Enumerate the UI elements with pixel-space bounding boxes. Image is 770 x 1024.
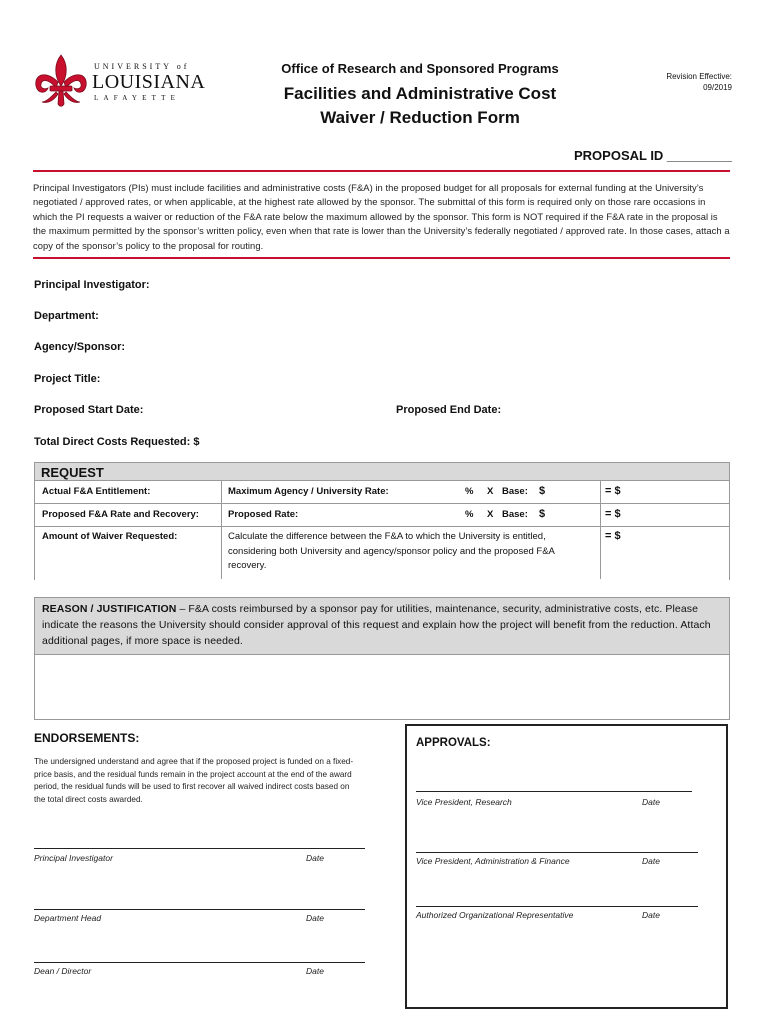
endorsements-text: The undersigned understand and agree that if the proposed project is funded on a fixed-price basis, and the residual funds remain in the project account at the end of the award period, the residual funds will be used to first recover all waived indirect costs based on the total direct costs awarded. — [34, 757, 354, 805]
row-middle: Calculate the difference between the F&A to which the University is entitled, considering both University and agency/sponsor policy and the proposed F&A recovery. — [228, 531, 555, 571]
endorsements-heading: ENDORSEMENTS: — [34, 731, 140, 745]
reason-header — [34, 597, 730, 655]
proposal-id-field[interactable]: PROPOSAL ID _________ — [573, 148, 732, 163]
end-date-field[interactable]: Proposed End Date: — [396, 404, 502, 416]
logo-campus-text: LAFAYETTE — [94, 94, 181, 102]
intro-paragraph: Principal Investigators (PIs) must include facilities and administrative costs (F&A) in the proposed budget for all proposals for external funding at the University’s negotiated / approved rates, or when applicable, at the highest rate allowed by the sponsor. The submittal of this form is required only on those rare occasions in which the PI requests a waiver or reduction of the F&A rate below the maximum allowed by the sponsor. This form is NOT required if the F&A rate in the proposal is the maximum permitted by the sponsor’s written policy, even when that rate is lower than the University’s federally negotiated / approved rate. In those cases, attach a copy of the sponsor’s policy to the proposal for routing. — [33, 182, 730, 251]
row-middle[interactable]: Proposed Rate: — [228, 509, 299, 520]
date-label: Date — [642, 856, 660, 866]
row-label: Amount of Waiver Requested: — [42, 531, 178, 542]
signature-line[interactable] — [416, 906, 698, 907]
dollar-sign: $ — [539, 508, 546, 520]
page-title — [240, 82, 600, 130]
department-field[interactable]: Department: — [34, 310, 99, 322]
title-line-2: Waiver / Reduction Form — [320, 108, 520, 127]
row-label: Actual F&A Entitlement: — [42, 486, 151, 497]
signer-label: Department Head — [34, 913, 102, 923]
result-field[interactable]: = $ — [605, 530, 621, 542]
signature-line[interactable] — [34, 909, 365, 910]
date-label: Date — [642, 797, 660, 807]
approvals-heading: APPROVALS: — [416, 737, 491, 749]
logo-louisiana-text: LOUISIANA — [92, 71, 206, 93]
date-label: Date — [306, 913, 324, 923]
dollar-sign: $ — [539, 485, 546, 497]
divider-top — [33, 170, 730, 172]
request-heading: REQUEST — [34, 462, 730, 481]
office-name: Office of Research and Sponsored Programs — [281, 61, 559, 76]
revision-date: 09/2019 — [703, 83, 732, 92]
approver-label: Authorized Organizational Representative — [416, 910, 574, 920]
logo-university-text: UNIVERSITY of — [94, 62, 190, 71]
signature-line[interactable] — [34, 962, 365, 963]
reason-input-area[interactable] — [34, 654, 730, 720]
table-row — [35, 504, 729, 527]
base-label[interactable]: Base: — [502, 509, 528, 520]
revision-label: Revision Effective: — [666, 72, 732, 81]
direct-costs-field[interactable]: Total Direct Costs Requested: $ — [34, 436, 200, 448]
date-label: Date — [306, 966, 324, 976]
times-sign: X — [487, 509, 494, 520]
signer-label: Principal Investigator — [34, 853, 113, 863]
divider-intro — [33, 257, 730, 259]
signer-label: Dean / Director — [34, 966, 92, 976]
revision-info — [620, 71, 732, 93]
signature-line[interactable] — [34, 848, 365, 849]
signature-line[interactable] — [416, 852, 698, 853]
pi-field[interactable]: Principal Investigator: — [34, 279, 150, 291]
approver-label: Vice President, Administration & Finance — [416, 856, 570, 866]
project-title-field[interactable]: Project Title: — [34, 373, 101, 385]
approver-label: Vice President, Research — [416, 797, 512, 807]
result-field[interactable]: = $ — [605, 485, 621, 497]
reason-heading: REASON / JUSTIFICATION — [42, 603, 177, 615]
title-line-1: Facilities and Administrative Cost — [283, 84, 557, 103]
table-row — [35, 527, 729, 579]
approvals-box — [405, 724, 728, 1009]
fleur-de-lis-icon — [32, 52, 90, 110]
table-row — [35, 481, 729, 504]
row-middle[interactable]: Maximum Agency / University Rate: — [228, 486, 389, 497]
date-label: Date — [306, 853, 324, 863]
result-field[interactable]: = $ — [605, 508, 621, 520]
percent-sign: % — [465, 509, 474, 520]
date-label: Date — [642, 910, 660, 920]
start-date-field[interactable]: Proposed Start Date: — [34, 404, 144, 416]
agency-field[interactable]: Agency/Sponsor: — [34, 341, 126, 353]
times-sign: X — [487, 486, 494, 497]
row-label: Proposed F&A Rate and Recovery: — [42, 509, 199, 520]
university-logo — [32, 52, 206, 110]
percent-sign: % — [465, 486, 474, 497]
signature-line[interactable] — [416, 791, 692, 792]
base-label[interactable]: Base: — [502, 486, 528, 497]
reason-text: – F&A costs reimbursed by a sponsor pay for utilities, maintenance, security, administrative costs, etc. Please indicate the reasons the University should consider approval of this request and explain how the project will benefit from the reduction. Attach additional pages, if more space is needed. — [42, 603, 711, 647]
